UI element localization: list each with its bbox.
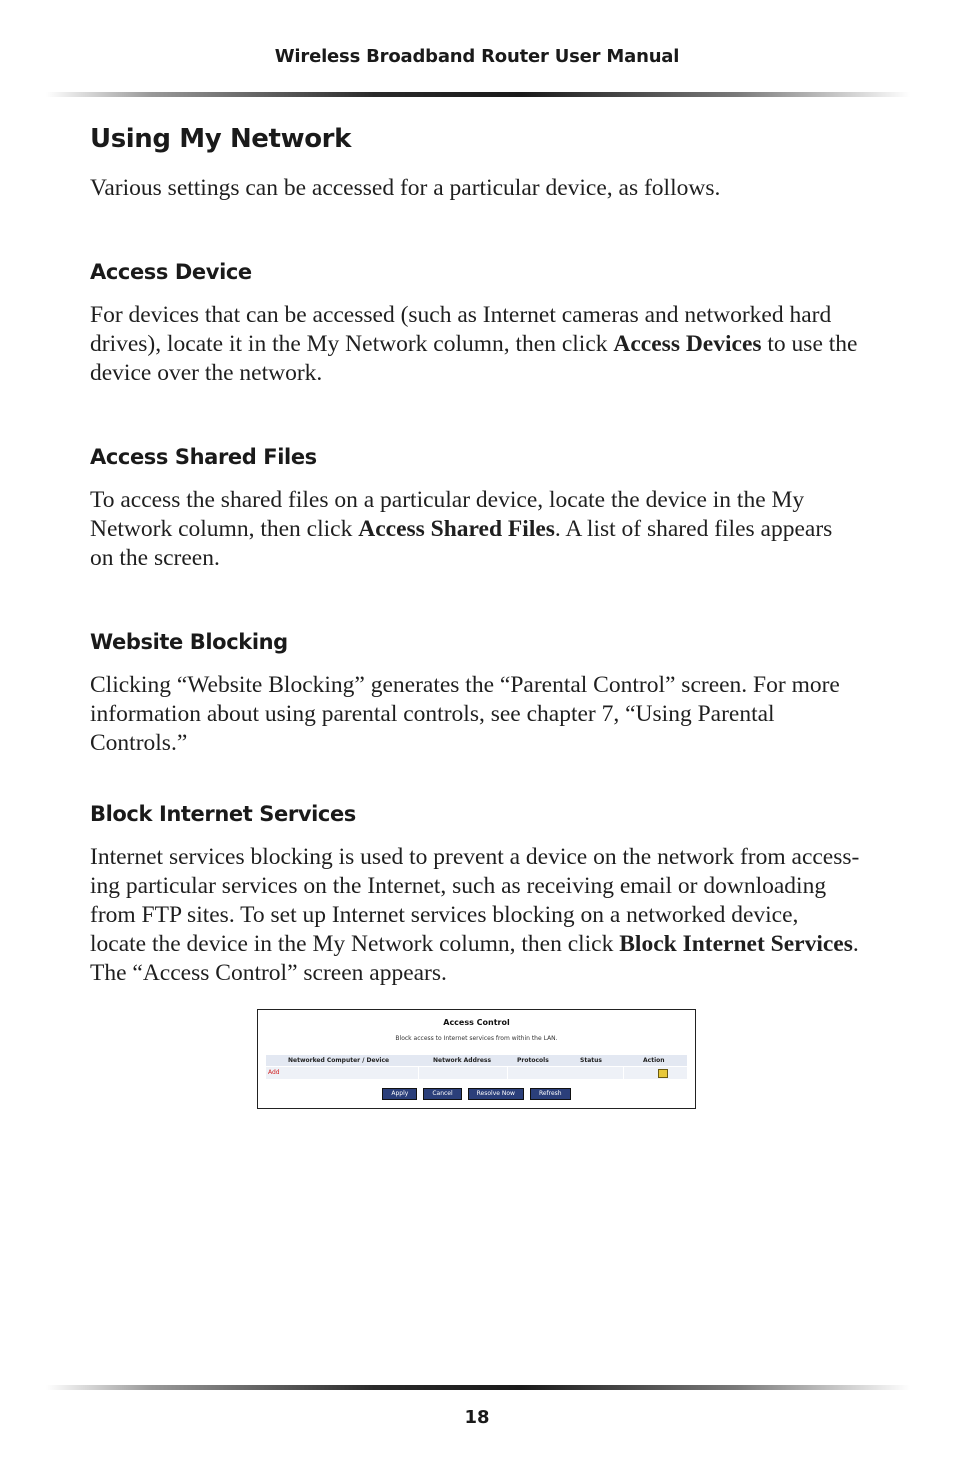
access-control-table-header xyxy=(266,1055,687,1066)
column-network-address: Network Address xyxy=(433,1057,492,1064)
website-blocking-heading: Website Blocking xyxy=(90,630,288,654)
add-link[interactable]: Add xyxy=(268,1069,280,1076)
access-shared-files-heading: Access Shared Files xyxy=(90,445,317,469)
refresh-button[interactable]: Refresh xyxy=(530,1088,571,1100)
column-networked-device: Networked Computer / Device xyxy=(288,1057,390,1064)
access-control-screenshot xyxy=(257,1009,696,1109)
cell-divider xyxy=(507,1067,508,1079)
section-intro: Various settings can be accessed for a particular device, as follows. xyxy=(90,175,721,201)
access-devices-emphasis: Access Devices xyxy=(613,331,762,357)
website-blocking-paragraph: Clicking “Website Blocking” generates the “Parental Control” screen. For more information about using parental controls, see chapter 7, “Using Parental Controls.” xyxy=(90,672,840,756)
access-control-button-bar xyxy=(258,1088,695,1100)
cell-divider xyxy=(623,1067,624,1079)
manual-title: Wireless Broadband Router User Manual xyxy=(274,46,680,67)
access-shared-files-text-2: . A list of shared files appears on the screen. xyxy=(90,516,833,571)
access-device-text-1: For devices that can be accessed (such as Internet cameras and networked hard drives), locate it in the My Network column, then click xyxy=(90,302,832,357)
cancel-button[interactable]: Cancel xyxy=(423,1088,461,1100)
apply-button[interactable]: Apply xyxy=(382,1088,417,1100)
header-divider xyxy=(46,92,910,97)
section-title: Using My Network xyxy=(90,124,351,154)
resolve-now-button[interactable]: Resolve Now xyxy=(468,1088,524,1100)
edit-icon[interactable] xyxy=(658,1069,668,1078)
block-internet-text-1: Internet services blocking is used to prevent a device on the network from access-ing particular services on the Internet, such as receiving email or downloading from FTP sites. To set up Internet services blocking on a networked device, locate the device in the My Network column, then click xyxy=(90,844,860,957)
cell-divider xyxy=(418,1067,419,1079)
column-protocols: Protocols xyxy=(517,1057,549,1064)
access-device-heading: Access Device xyxy=(90,260,252,284)
column-action: Action xyxy=(643,1057,665,1064)
column-status: Status xyxy=(580,1057,602,1064)
block-internet-heading: Block Internet Services xyxy=(90,802,356,826)
access-control-description: Block access to Internet services from within the LAN. xyxy=(395,1035,558,1042)
block-internet-emphasis: Block Internet Services xyxy=(619,931,853,957)
access-shared-files-emphasis: Access Shared Files xyxy=(358,516,555,542)
block-internet-paragraph xyxy=(90,843,860,988)
access-shared-files-paragraph xyxy=(90,486,860,573)
access-device-paragraph xyxy=(90,301,860,388)
access-shared-files-text-1: To access the shared files on a particular device, locate the device in the My Network column, then click xyxy=(90,487,805,542)
block-internet-text-2: . The “Access Control” screen appears. xyxy=(90,931,859,986)
access-control-title: Access Control xyxy=(443,1018,510,1027)
access-device-text-2: to use the device over the network. xyxy=(90,331,858,386)
table-row xyxy=(266,1067,687,1079)
page-number: 18 xyxy=(464,1407,490,1428)
footer-divider xyxy=(46,1385,910,1390)
